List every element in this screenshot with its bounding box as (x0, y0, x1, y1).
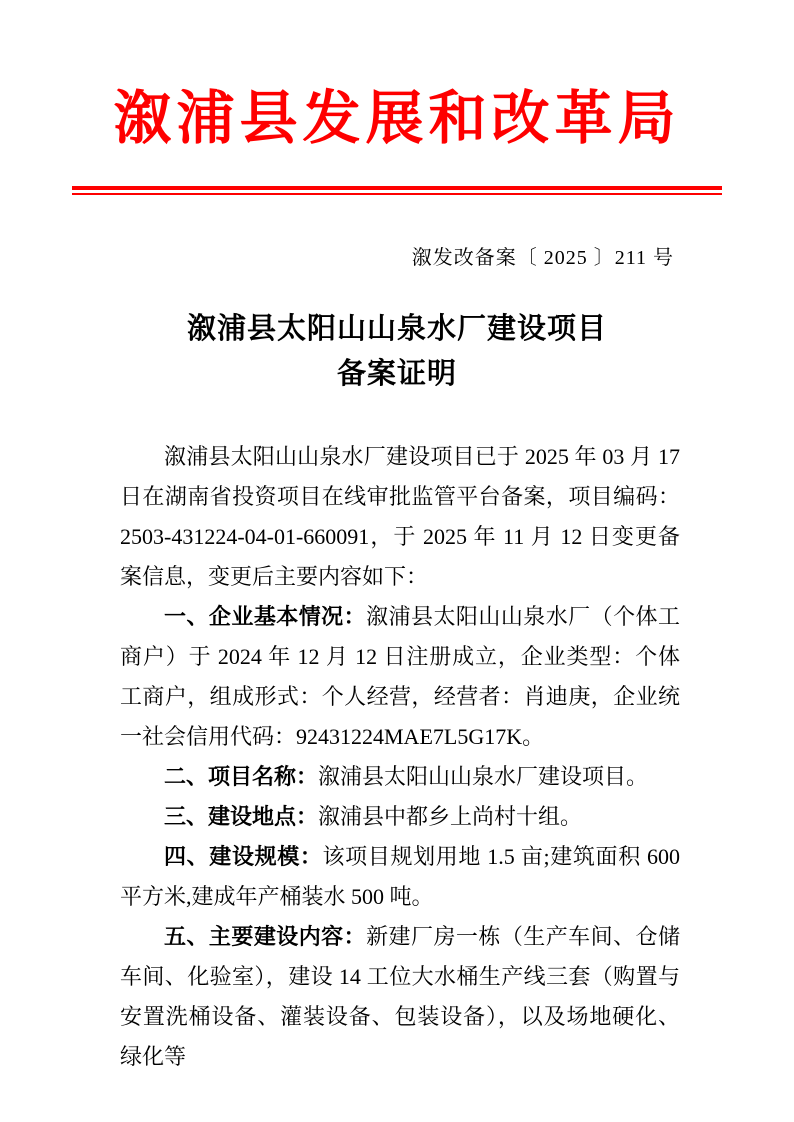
paragraph-project-name-head: 二、项目名称： (164, 764, 319, 789)
document-body (120, 437, 680, 1077)
paragraph-enterprise-info (120, 597, 680, 757)
document-title (0, 307, 794, 397)
paragraph-construction-scale (120, 837, 680, 917)
paragraph-construction-site (120, 797, 680, 837)
paragraph-construction-site-head: 三、建设地点： (164, 804, 319, 829)
document-title-line2: 备案证明 (336, 358, 457, 390)
paragraph-intro-text: 溆浦县太阳山山泉水厂建设项目已于 2025 年 03 月 17 日在湖南省投资项目在线审批监管平台备案，项目编码：2503-431224-04-01-660091，于 2025 年 11 月 12 日变更备案信息，变更后主要内容如下： (120, 444, 680, 589)
letterhead-rule-thick (72, 186, 722, 190)
document-title-line1: 溆浦县太阳山山泉水厂建设项目 (186, 313, 607, 345)
paragraph-enterprise-info-head: 一、企业基本情况： (164, 604, 367, 629)
paragraph-main-content (120, 917, 680, 1077)
paragraph-construction-scale-text: 该项目规划用地 1.5 亩;建筑面积 600 平方米,建成年产桶装水 500 吨。 (120, 844, 680, 909)
paragraph-main-content-text: 新建厂房一栋（生产车间、仓储车间、化验室），建设 14 工位大水桶生产线三套（购置与安置洗桶设备、灌装设备、包装设备），以及场地硬化、绿化等 (120, 924, 680, 1069)
document-number: 溆发改备案〔 2025 〕211 号 (411, 247, 674, 269)
paragraph-intro (120, 437, 680, 597)
paragraph-enterprise-info-text: 溆浦县太阳山山泉水厂（个体工商户）于 2024 年 12 月 12 日注册成立，企业类型：个体工商户，组成形式：个人经营，经营者：肖迪庚，企业统一社会信用代码：92431224MAE7L5G17K。 (120, 604, 680, 749)
paragraph-main-content-head: 五、主要建设内容： (164, 924, 367, 949)
paragraph-construction-scale-head: 四、建设规模： (164, 844, 323, 869)
paragraph-project-name-text: 溆浦县太阳山山泉水厂建设项目。 (318, 764, 649, 789)
letterhead-rule-thin (72, 193, 722, 195)
paragraph-project-name (120, 757, 680, 797)
paragraph-construction-site-text: 溆浦县中都乡上尚村十组。 (318, 804, 583, 829)
letterhead-org-name: 溆浦县发展和改革局 (113, 86, 681, 151)
